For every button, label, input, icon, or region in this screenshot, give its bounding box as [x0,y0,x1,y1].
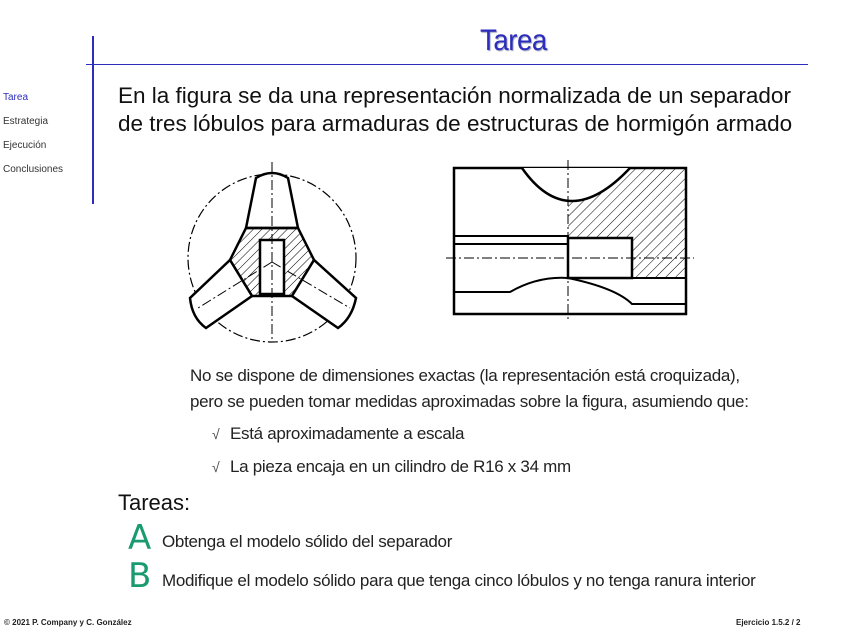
nav-item-estrategia[interactable]: Estrategia [3,116,49,127]
task-b-text: Modifique el modelo sólido para que tenga cinco lóbulos y no tenga ranura interior [162,571,756,590]
tareas-heading: Tareas: [118,490,191,515]
task-a-text: Obtenga el modelo sólido del separador [162,532,453,551]
nav-item-ejecucion[interactable]: Ejecución [3,140,47,151]
check-icon: √ [212,459,220,475]
task-letter-a: A [128,518,152,558]
note-line-1: No se dispone de dimensiones exactas (la representación está croquizada), [190,366,740,385]
vertical-rule [92,36,94,204]
note-line-2: pero se pueden tomar medidas aproximadas sobre la figura, asumiendo que: [190,392,749,411]
separator-section-view-drawing [446,160,696,322]
footer-copyright: © 2021 P. Company y C. González [4,618,132,627]
footer-page-number: Ejercicio 1.5.2 / 2 [736,618,801,627]
bullet-text-2: La pieza encaja en un cilindro de R16 x 34 mm [230,457,571,476]
nav-item-conclusiones[interactable]: Conclusiones [3,164,64,175]
slide-title: Tarea [480,24,547,57]
nav-item-tarea[interactable]: Tarea [3,92,29,103]
task-letter-b: B [128,556,152,596]
bullet-text-1: Está aproximadamente a escala [230,424,465,443]
check-icon: √ [212,426,220,442]
bullet-item-1 [212,424,464,444]
intro-line-2: de tres lóbulos para armaduras de estructuras de hormigón armado [118,111,793,136]
bullet-item-2 [212,457,571,477]
intro-line-1: En la figura se da una representación normalizada de un separador [118,83,791,108]
separator-front-view-drawing [180,158,370,346]
title-underline [86,64,808,65]
